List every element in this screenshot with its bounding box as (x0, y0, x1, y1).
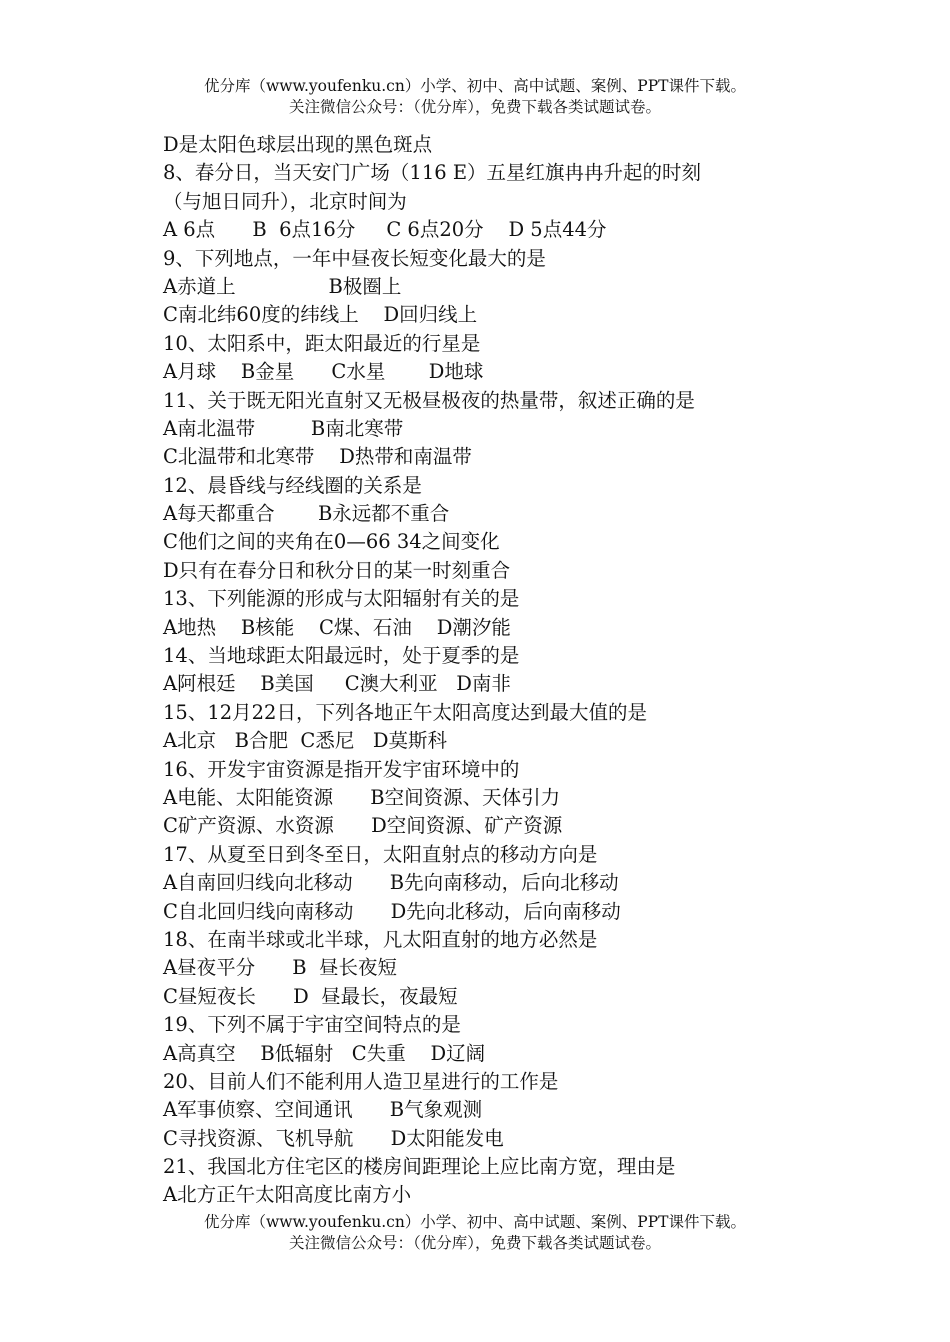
options-line: A阿根廷 B美国 C澳大利亚 D南非 (163, 672, 511, 696)
text-line: （与旭日同升），北京时间为 (163, 189, 407, 213)
options-line: C寻找资源、飞机导航 D太阳能发电 (163, 1126, 504, 1150)
options-line: A自南回归线向北移动 B先向南移动，后向北移动 (163, 871, 619, 895)
footer-line-1: 优分库（www.youfenku.cn）小学、初中、高中试题、案例、PPT课件下载。 (203, 1213, 747, 1231)
question-20: 20、目前人们不能利用人造卫星进行的工作是 (163, 1069, 559, 1093)
question-21: 21、我国北方住宅区的楼房间距理论上应比南方宽，理由是 (163, 1155, 676, 1179)
question-14: 14、当地球距太阳最远时，处于夏季的是 (163, 644, 520, 668)
options-line: A每天都重合 B永远都不重合 (163, 502, 450, 526)
question-13: 13、下列能源的形成与太阳辐射有关的是 (163, 587, 520, 611)
options-line: C昼短夜长 D 昼最长，夜最短 (163, 984, 458, 1008)
question-8: 8、春分日，当天安门广场（116 E）五星红旗冉冉升起的时刻 (163, 161, 702, 185)
page-header (0, 76, 950, 118)
exam-content (163, 131, 803, 1210)
page-footer (0, 1212, 950, 1254)
header-line-2: 关注微信公众号：（优分库），免费下载各类试题试卷。 (288, 98, 661, 116)
options-line: A北方正午太阳高度比南方小 (163, 1183, 412, 1207)
question-18: 18、在南半球或北半球，凡太阳直射的地方必然是 (163, 927, 598, 951)
options-line: D只有在春分日和秋分日的某一时刻重合 (163, 558, 511, 582)
options-line: A北京 B合肥 C悉尼 D莫斯科 (163, 729, 448, 753)
options-line: A地热 B核能 C煤、石油 D潮汐能 (163, 615, 511, 639)
question-12: 12、晨昏线与经线圈的关系是 (163, 473, 422, 497)
header-line-1: 优分库（www.youfenku.cn）小学、初中、高中试题、案例、PPT课件下载。 (203, 77, 747, 95)
question-11: 11、关于既无阳光直射又无极昼极夜的热量带，叙述正确的是 (163, 388, 695, 412)
question-9: 9、下列地点，一年中昼夜长短变化最大的是 (163, 246, 546, 270)
question-15: 15、12月22日，下列各地正午太阳高度达到最大值的是 (163, 700, 647, 724)
options-line: A月球 B金星 C水星 D地球 (163, 360, 484, 384)
options-line: A昼夜平分 B 昼长夜短 (163, 956, 398, 980)
question-17: 17、从夏至日到冬至日，太阳直射点的移动方向是 (163, 842, 598, 866)
options-line: A南北温带 B南北寒带 (163, 416, 404, 440)
footer-line-2: 关注微信公众号：（优分库），免费下载各类试题试卷。 (288, 1234, 661, 1252)
question-19: 19、下列不属于宇宙空间特点的是 (163, 1013, 461, 1037)
options-line: C他们之间的夹角在0—66 34之间变化 (163, 530, 500, 554)
options-line: C北温带和北寒带 D热带和南温带 (163, 445, 472, 469)
options-line: A赤道上 B极圈上 (163, 274, 402, 298)
options-line: A高真空 B低辐射 C失重 D辽阔 (163, 1041, 486, 1065)
options-line: C南北纬60度的纬线上 D回归线上 (163, 303, 478, 327)
question-10: 10、太阳系中，距太阳最近的行星是 (163, 331, 481, 355)
options-line: A电能、太阳能资源 B空间资源、天体引力 (163, 785, 561, 809)
text-line: D是太阳色球层出现的黑色斑点 (163, 133, 433, 156)
options-line: C自北回归线向南移动 D先向北移动，后向南移动 (163, 899, 621, 923)
options-line: A 6点 B 6点16分 C 6点20分 D 5点44分 (163, 218, 607, 242)
question-16: 16、开发宇宙资源是指开发宇宙环境中的 (163, 757, 520, 781)
options-line: C矿产资源、水资源 D空间资源、矿产资源 (163, 814, 563, 838)
options-line: A军事侦察、空间通讯 B气象观测 (163, 1098, 483, 1122)
